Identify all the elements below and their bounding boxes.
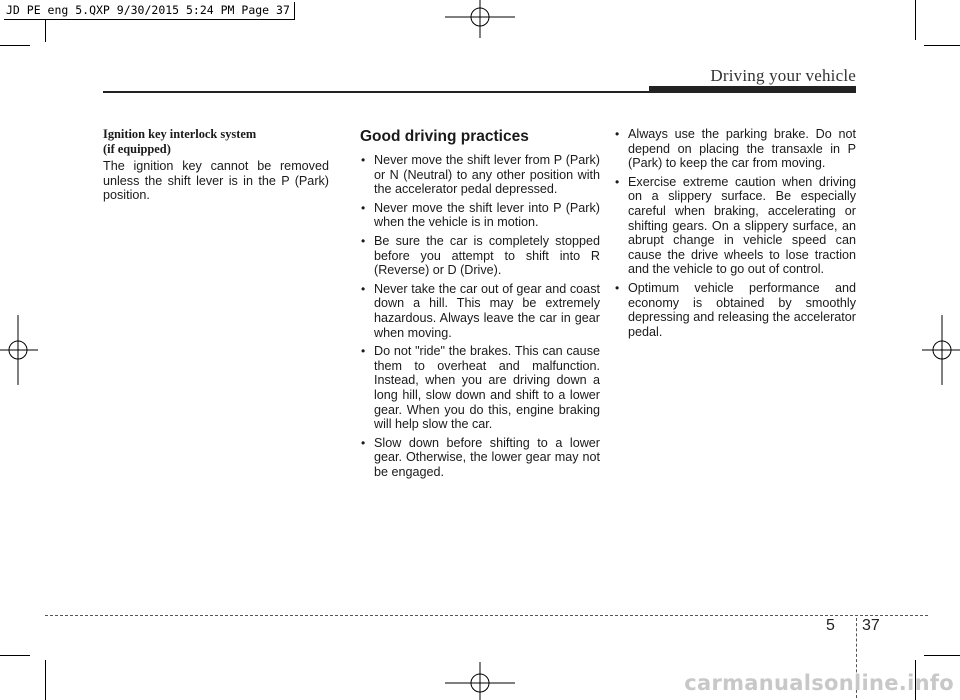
crop-mark-top-left-h [0,45,30,46]
good-driving-list [360,153,600,479]
interlock-heading-line2: (if equipped) [103,142,171,156]
interlock-body: The ignition key cannot be removed unless the shift lever is in the P (Park) position. [103,159,329,203]
registration-mark-right [920,310,960,390]
registration-mark-top [440,0,520,40]
list-item-text: Never take the car out of gear and coast down a hill. This may be extremely hazardous. Always leave the car in gear when moving. [374,281,600,340]
crop-mark-bottom-left-v [45,660,46,700]
column-1 [103,127,329,203]
list-item-text: Exercise extreme caution when driving on a slippery surface. Be especially careful when braking, accelerating or shifting gears. On a slippery surface, an abrupt change in vehicle speed can cause the drive wheels to lose traction and the vehicle to go out of control. [628,174,856,277]
footer-rule [45,615,928,616]
watermark: carmanualsonline.info [684,671,954,695]
crop-mark-bottom-left-h [0,655,30,656]
list-item [614,281,856,339]
list-item-text: Always use the parking brake. Do not depend on placing the transaxle in P (Park) to keep the car from moving. [628,127,856,171]
bullet-icon: • [361,281,366,296]
bullet-icon: • [615,174,620,189]
crop-mark-bottom-right-h [924,655,960,656]
list-item-text: Optimum vehicle performance and economy is obtained by smoothly depressing and releasing the accelerator pedal. [628,280,856,339]
registration-mark-bottom [440,660,520,700]
list-item [614,127,856,171]
list-item-text: Slow down before shifting to a lower gear. Otherwise, the lower gear may not be engaged. [374,435,600,479]
list-item [360,282,600,340]
column-2 [360,128,600,483]
header-tab-bar [649,86,856,93]
list-item-text: Never move the shift lever into P (Park) when the vehicle is in motion. [374,200,600,230]
bullet-icon: • [361,344,366,359]
crop-mark-top-left-v [45,20,46,42]
bullet-icon: • [361,435,366,450]
list-item [614,175,856,277]
list-item [360,153,600,197]
good-driving-list-continued [614,127,856,339]
bullet-icon: • [361,200,366,215]
section-title: Driving your vehicle [710,66,856,85]
list-item [360,344,600,432]
list-item-text: Never move the shift lever from P (Park) or N (Neutral) to any other position with the accelerator pedal depressed. [374,153,600,197]
bullet-icon: • [615,280,620,295]
crop-mark-top-right-v [915,0,916,40]
bullet-icon: • [361,233,366,248]
page-number: 37 [862,617,880,634]
bullet-icon: • [615,127,620,141]
column-3 [614,127,856,343]
list-item-text: Do not "ride" the brakes. This can cause them to overheat and malfunction. Instead, when you are driving down a long hill, slow down and shift to a lower gear. When you do this, engine braking will help slow the car. [374,344,600,432]
crop-mark-top-right-h [924,45,960,46]
list-item-text: Be sure the car is completely stopped before you attempt to shift into R (Reverse) or D (Drive). [374,233,600,278]
registration-mark-left [0,310,40,390]
list-item [360,234,600,278]
good-driving-heading: Good driving practices [360,128,529,145]
print-slug: JD PE eng 5.QXP 9/30/2015 5:24 PM Page 37 [4,2,295,20]
list-item [360,436,600,480]
list-item [360,201,600,230]
chapter-number: 5 [826,617,835,634]
bullet-icon: • [361,153,366,167]
header-rule [103,91,653,93]
interlock-heading-line1: Ignition key interlock system [103,127,257,141]
interlock-heading [103,127,329,157]
